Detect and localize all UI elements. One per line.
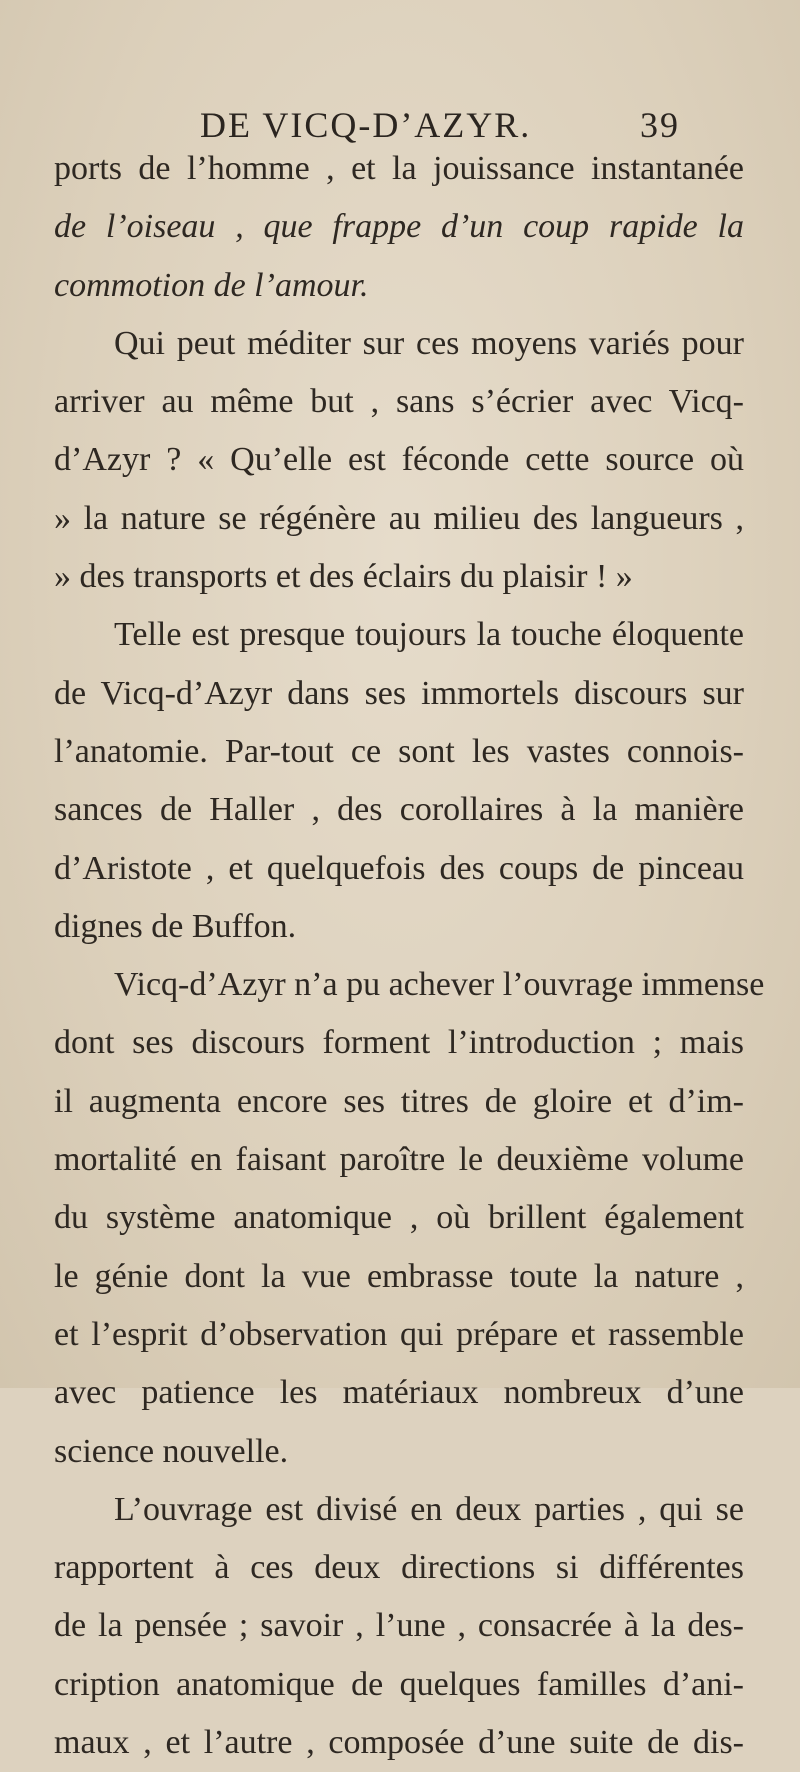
text-line: cription anatomique de quelques familles d’ani-	[54, 1665, 744, 1703]
text-line: science nouvelle.	[54, 1432, 289, 1470]
text-line: rapportent à ces deux directions si différentes	[54, 1549, 744, 1587]
text-line: dont ses discours forment l’introduction ; mais	[54, 1024, 744, 1062]
text-line: de la pensée ; savoir , l’une , consacrée à la des-	[54, 1607, 744, 1645]
text-line: le génie dont la vue embrasse toute la nature ,	[54, 1257, 744, 1295]
text-line: du système anatomique , où brillent également	[54, 1199, 744, 1237]
text-line: de l’oiseau , que frappe d’un coup rapide la	[54, 208, 744, 246]
text-line: dignes de Buffon.	[54, 907, 297, 945]
running-title: DE VICQ-D’AZYR.	[200, 105, 532, 145]
text-line: Telle est presque toujours la touche éloquente	[114, 616, 744, 654]
body-text	[54, 140, 765, 1772]
text-line: avec patience les matériaux nombreux d’une	[54, 1374, 744, 1412]
text-line: arriver au même but , sans s’écrier avec Vicq-	[54, 383, 744, 421]
text-line: » la nature se régénère au milieu des langueurs ,	[54, 499, 744, 537]
text-line: l’anatomie. Par-tout ce sont les vastes connois-	[54, 732, 744, 770]
text-line: d’Aristote , et quelquefois des coups de pinceau	[54, 849, 744, 887]
text-line: Vicq-d’Azyr n’a pu achever l’ouvrage immense	[114, 966, 765, 1004]
text-line: et l’esprit d’observation qui prépare et rassemble	[54, 1315, 744, 1353]
text-line: il augmenta encore ses titres de gloire et d’im-	[54, 1082, 744, 1120]
text-line: » des transports et des éclairs du plaisir ! »	[54, 558, 633, 596]
text-line: de Vicq-d’Azyr dans ses immortels discours sur	[54, 674, 744, 712]
text-line: maux , et l’autre , composée d’une suite de dis-	[54, 1724, 744, 1762]
text-line: ports de l’homme , et la jouissance instantanée	[54, 150, 744, 187]
text-line: Qui peut méditer sur ces moyens variés pour	[114, 324, 744, 362]
page-header	[200, 104, 680, 144]
text-line: mortalité en faisant paroître le deuxième volume	[54, 1141, 744, 1179]
text-line: commotion de l’amour.	[54, 266, 369, 304]
text-line: L’ouvrage est divisé en deux parties , qui se	[114, 1490, 744, 1528]
text-line: d’Azyr ? « Qu’elle est féconde cette source où	[54, 441, 744, 479]
page-number: 39	[640, 105, 680, 145]
text-line: sances de Haller , des corollaires à la manière	[54, 791, 744, 829]
